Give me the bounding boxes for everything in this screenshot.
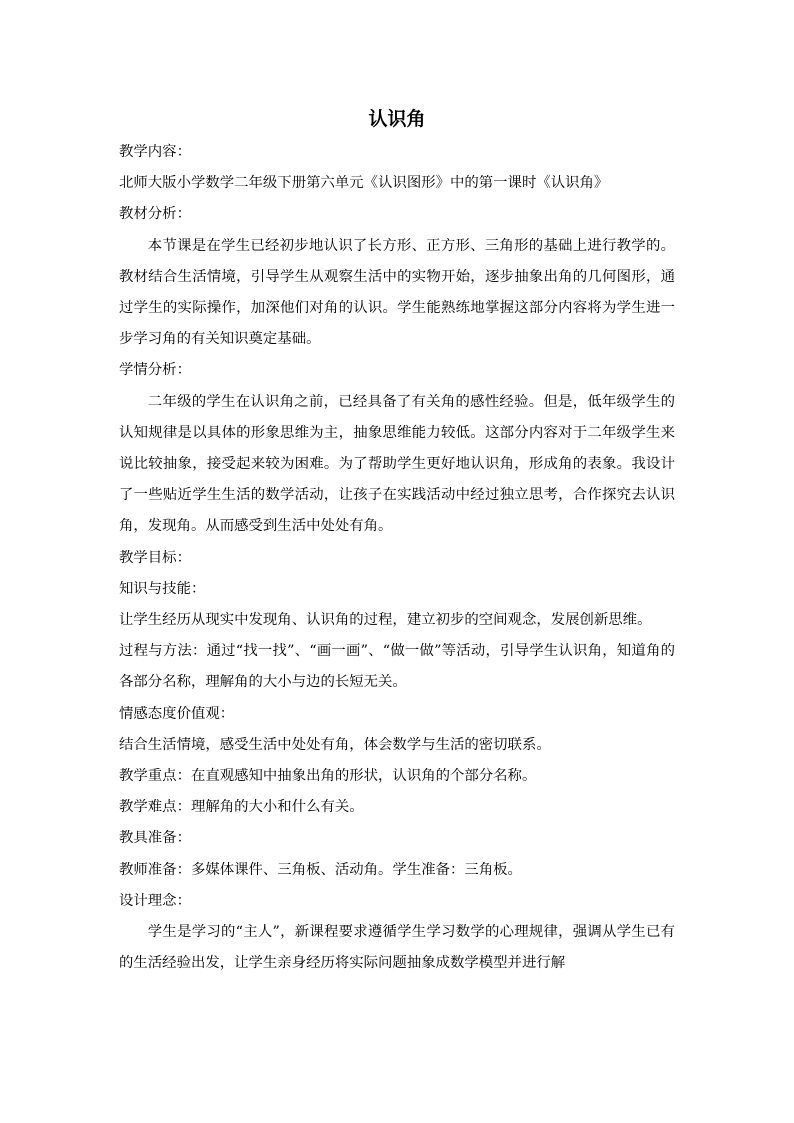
teaching-aids-text: 教师准备：多媒体课件、三角板、活动角。学生准备：三角板。	[119, 861, 522, 878]
section-heading-teaching-aids: 教具准备：	[119, 830, 191, 847]
subheading-attitude-values: 情感态度价值观：	[119, 705, 235, 722]
content-text: 北师大版小学数学二年级下册第六单元《认识图形》中的第一课时《认识角》	[119, 175, 609, 192]
material-analysis-paragraph: 本节课是在学生已经初步地认识了长方形、正方形、三角形的基础上进行教学的。教材结合生活情境，引导学生从观察生活中的实物开始，逐步抽象出角的几何图形，通过学生的实际操作，加深他们对角的认识。学生能熟练地掌握这部分内容将为学生进一步学习角的有关知识奠定基础。	[119, 237, 675, 348]
section-heading-design-concept: 设计理念：	[119, 892, 191, 909]
subheading-knowledge-skills: 知识与技能：	[119, 580, 206, 597]
teaching-key-point: 教学重点：在直观感知中抽象出角的形状，认识角的个部分名称。	[119, 768, 537, 785]
document-title: 认识角	[368, 108, 426, 130]
document-page	[119, 103, 675, 979]
student-analysis-paragraph: 二年级的学生在认识角之前，已经具备了有关角的感性经验。但是，低年级学生的认知规律是以具体的形象思维为主，抽象思维能力较低。这部分内容对于二年级学生来说比较抽象，接受起来较为困难。为了帮助学生更好地认识角，形成角的表象。我设计了一些贴近学生生活的数学活动，让孩子在实践活动中经过独立思考，合作探究去认识角，发现角。从而感受到生活中处处有角。	[119, 393, 675, 535]
attitude-values-text: 结合生活情境，感受生活中处处有角，体会数学与生活的密切联系。	[119, 736, 551, 753]
section-heading-student-analysis: 学情分析：	[119, 362, 191, 379]
knowledge-skills-paragraph: 让学生经历从现实中发现角、认识角的过程，建立初步的空间观念，发展创新思维。	[119, 612, 652, 629]
process-method-paragraph: 过程与方法：通过“找一找”、“画一画”、“做一做”等活动，引导学生认识角，知道角的各部分名称，理解角的大小与边的长短无关。	[119, 643, 675, 691]
design-concept-paragraph: 学生是学习的“主人”，新课程要求遵循学生学习数学的心理规律，强调从学生已有的生活经验出发，让学生亲身经历将实际问题抽象成数学模型并进行解	[119, 924, 675, 972]
section-heading-objectives: 教学目标：	[119, 549, 191, 566]
section-heading-material-analysis: 教材分析：	[119, 206, 191, 223]
section-heading-content: 教学内容：	[119, 144, 191, 160]
teaching-difficulty: 教学难点：理解角的大小和什么有关。	[119, 799, 364, 816]
